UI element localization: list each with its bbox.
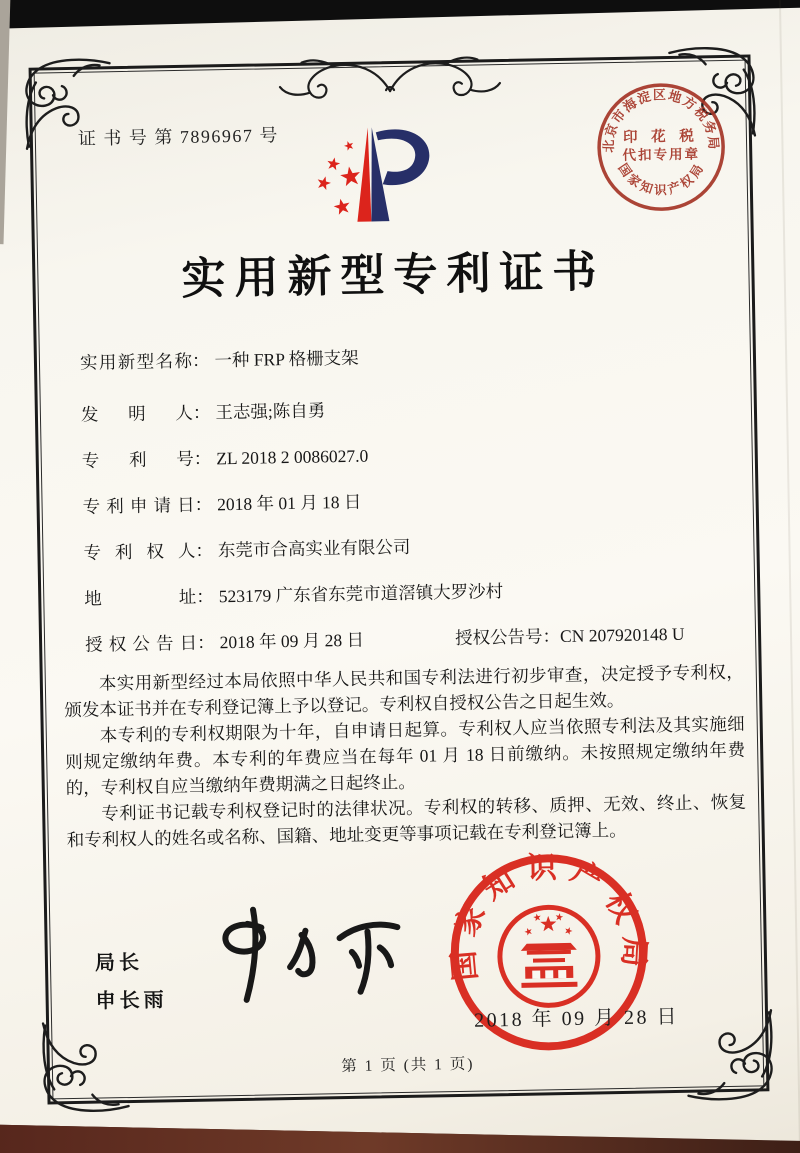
field-label: 发明人 bbox=[80, 402, 194, 425]
dragon-pair-top-center-icon bbox=[259, 49, 520, 106]
paper-edge-left bbox=[0, 0, 10, 244]
field-value-patentee: 东莞市合高实业有限公司 bbox=[217, 536, 411, 561]
legal-paragraph-1: 本实用新型经过本局依照中华人民共和国专利法进行初步审查，决定授予专利权，颁发本证书并在专利登记簿上予以登记。专利权自授权公告之日起生效。 bbox=[64, 661, 744, 721]
field-value-grant-date: 2018 年 09 月 28 日 bbox=[219, 629, 365, 653]
logo-stars bbox=[315, 139, 363, 215]
paper-fold-line bbox=[779, 0, 800, 1153]
field-label: 专利号 bbox=[81, 448, 194, 471]
field-colon: ： bbox=[194, 494, 213, 515]
field-row-patentee bbox=[83, 526, 723, 568]
certificate-title: 实用新型专利证书 bbox=[181, 247, 606, 304]
tax-stamp-arc-top: 北京市海淀区地方税务局 bbox=[600, 87, 722, 153]
signature-shen-changyu-icon bbox=[200, 903, 414, 1007]
logo-p-bowl bbox=[376, 129, 430, 186]
field-label: 专利申请日 bbox=[82, 494, 195, 517]
field-colon: ： bbox=[196, 632, 215, 653]
photo-background-bottom bbox=[0, 1124, 800, 1153]
field-value-grant-number: CN 207920148 U bbox=[559, 623, 685, 647]
certificate-sheet bbox=[29, 54, 770, 1104]
field-grant-publication-number bbox=[455, 619, 685, 653]
fields-block bbox=[80, 336, 726, 676]
field-colon: ： bbox=[191, 350, 210, 371]
legal-paragraph-3: 专利证书记载专利权登记时的法律状况。专利权的转移、质押、无效、终止、恢复和专利权人的姓名或名称、国籍、地址变更等事项记载在专利登记簿上。 bbox=[66, 791, 747, 851]
field-value-patent-number: ZL 2018 2 0086027.0 bbox=[216, 445, 369, 469]
logo-red-wedge bbox=[356, 127, 372, 221]
seal-agency-text: 国家知识产权局 bbox=[446, 851, 651, 983]
field-value-utility-model-name: 一种 FRP 格栅支架 bbox=[214, 347, 359, 371]
field-value-address: 523179 广东省东莞市道滘镇大罗沙村 bbox=[218, 581, 504, 607]
legal-paragraph-2: 本专利的专利权期限为十年，自申请日起算。专利权人应当依照专利法及其实施细则规定缴纳年费。本专利的年费应当在每年 01 月 18 日前缴纳。未按照规定缴纳年费的，专利权自应当缴纳年费期满之日起终止。 bbox=[65, 713, 746, 799]
field-colon: ： bbox=[195, 540, 214, 561]
field-value-filing-date: 2018 年 01 月 18 日 bbox=[216, 491, 362, 515]
field-label: 授权公告号 bbox=[454, 626, 543, 648]
commissioner-name: 申长雨 bbox=[95, 989, 168, 1013]
china-national-emblem-icon bbox=[499, 906, 599, 1006]
tax-stamp-line2: 代扣专用章 bbox=[622, 146, 701, 163]
field-colon: ： bbox=[196, 586, 214, 607]
field-row-address bbox=[84, 572, 724, 614]
field-row-inventor bbox=[81, 388, 721, 430]
field-colon: ： bbox=[542, 626, 561, 647]
commissioner-title: 局长 bbox=[94, 951, 144, 975]
photo-background-top bbox=[0, 0, 800, 29]
field-label: 地址 bbox=[84, 586, 197, 609]
legal-text-block bbox=[64, 659, 747, 853]
field-label: 专利权人 bbox=[83, 540, 196, 563]
field-value-inventors: 王志强;陈自勇 bbox=[215, 400, 326, 423]
seal-date: 2018 年 09 月 28 日 bbox=[473, 1005, 680, 1032]
tax-stamp-arc-bottom: 国家知识产权局 bbox=[615, 159, 708, 198]
field-label: 实用新型名称 bbox=[79, 350, 193, 373]
tax-stamp-line1: 印 花 税 bbox=[622, 128, 699, 146]
tax-stamp-seal bbox=[585, 71, 738, 224]
field-row-grant-date bbox=[85, 618, 725, 660]
cnipa-p-logo-icon bbox=[308, 122, 438, 226]
field-row-patent-number bbox=[81, 434, 721, 476]
field-label: 授权公告日 bbox=[84, 632, 198, 655]
field-colon: ： bbox=[192, 402, 211, 423]
field-row-filing-date bbox=[82, 480, 722, 522]
certificate-number: 证 书 号 第 7896967 号 bbox=[77, 125, 280, 149]
field-colon: ： bbox=[193, 448, 212, 469]
page-footer: 第 1 页 (共 1 页) bbox=[341, 1055, 475, 1076]
